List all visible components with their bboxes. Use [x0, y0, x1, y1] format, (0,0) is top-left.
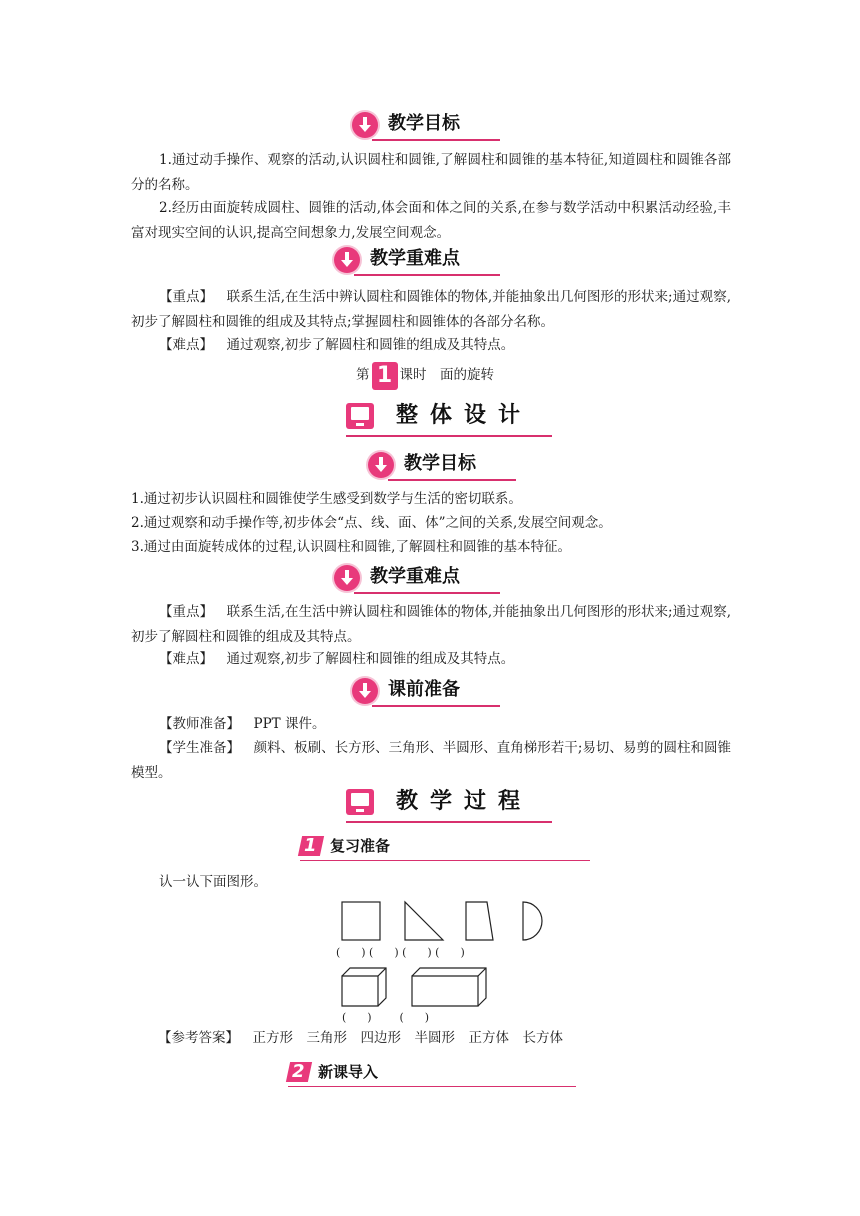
- major-title: 整体设计: [396, 403, 533, 428]
- down-arrow-icon: [334, 565, 360, 591]
- lesson-suffix: 课时: [399, 367, 427, 383]
- focus-label: 【重点】: [159, 604, 214, 620]
- heading-rule: [354, 592, 500, 594]
- teacher-prep-label: 【教师准备】: [159, 716, 240, 732]
- section-title: 课前准备: [388, 679, 460, 700]
- heading-rule: [354, 274, 500, 276]
- answer-blanks-row1: ( ) ( ) ( ) ( ): [336, 946, 465, 959]
- answer-item: 长方体: [522, 1030, 563, 1046]
- semicircle-shape: [523, 902, 542, 940]
- section-title: 教学目标: [388, 113, 460, 134]
- lesson-name: 面的旋转: [440, 367, 494, 383]
- answer-item: 半圆形: [414, 1030, 455, 1046]
- student-prep-text: 颜料、板刷、长方形、三角形、半圆形、直角梯形若干;易切、易剪的圆柱和圆锥模型。: [131, 740, 731, 781]
- heading-rule: [300, 860, 590, 861]
- goal-item: 1.通过动手操作、观察的活动,认识圆柱和圆锥,了解圆柱和圆锥的基本特征,知道圆柱和圆锥各部分的名称。: [131, 152, 731, 193]
- step-number: 2: [292, 1061, 305, 1082]
- monitor-icon: [346, 403, 374, 429]
- goal-item: 2.通过观察和动手操作等,初步体会“点、线、面、体”之间的关系,发展空间观念。: [131, 515, 612, 531]
- focus-text: 联系生活,在生活中辨认圆柱和圆锥体的物体,并能抽象出几何图形的形状来;通过观察,初步了解圆柱和圆锥的组成及其特点;掌握圆柱和圆锥体的各部分名称。: [131, 289, 732, 330]
- down-arrow-icon: [352, 112, 378, 138]
- teacher-prep-text: PPT 课件。: [253, 716, 326, 732]
- lesson-prefix: 第: [356, 367, 370, 383]
- step-header-review: [300, 834, 590, 864]
- square-shape: [342, 902, 380, 940]
- student-prep-label: 【学生准备】: [159, 740, 241, 756]
- heading-rule: [372, 139, 500, 141]
- student-prep: [131, 736, 731, 786]
- focus-paragraph: [131, 285, 731, 335]
- section-title: 教学目标: [404, 453, 476, 474]
- cuboid-shape: [412, 968, 486, 1006]
- section-header-goals: [352, 110, 500, 142]
- reference-answer: [158, 1026, 738, 1051]
- step-title: 新课导入: [318, 1063, 379, 1081]
- down-arrow-icon: [352, 678, 378, 704]
- section-header-goals: [368, 450, 516, 482]
- heading-rule: [346, 821, 552, 823]
- step-number: 1: [304, 835, 317, 856]
- answer-item: 三角形: [306, 1030, 347, 1046]
- cube-shape: [342, 968, 386, 1006]
- section-header-key-points: [334, 245, 500, 277]
- section-header-preparation: [352, 676, 500, 708]
- goal-item: 1.通过初步认识圆柱和圆锥使学生感受到数学与生活的密切联系。: [131, 491, 522, 507]
- review-prompt: 认一认下面图形。: [159, 874, 267, 890]
- lesson-number-badge: 1: [372, 362, 398, 390]
- section-title: 教学重难点: [370, 566, 460, 587]
- answer-label: 【参考答案】: [158, 1030, 239, 1046]
- difficulty-paragraph: [131, 333, 731, 358]
- difficulty-text: 通过观察,初步了解圆柱和圆锥的组成及其特点。: [226, 337, 515, 353]
- step-header-new-lesson: [288, 1060, 576, 1090]
- answer-blanks-row2: ( ) ( ): [342, 1011, 430, 1024]
- focus-label: 【重点】: [159, 289, 214, 305]
- major-header-overall-design: [346, 400, 552, 436]
- trapezoid-shape: [466, 902, 493, 940]
- section-header-key-points: [334, 563, 500, 595]
- right-triangle-shape: [405, 902, 443, 940]
- answer-item: 四边形: [360, 1030, 401, 1046]
- shape-figure: [330, 896, 570, 1026]
- heading-rule: [388, 479, 516, 481]
- heading-rule: [288, 1086, 576, 1087]
- step-title: 复习准备: [330, 837, 391, 855]
- down-arrow-icon: [368, 452, 394, 478]
- heading-rule: [346, 435, 552, 437]
- goal-item: 3.通过由面旋转成体的过程,认识圆柱和圆锥,了解圆柱和圆锥的基本特征。: [131, 539, 571, 555]
- teacher-prep: [131, 712, 731, 737]
- difficulty-paragraph: [131, 647, 731, 672]
- goal-item: 2.经历由面旋转成圆柱、圆锥的活动,体会面和体之间的关系,在参与数学活动中积累活动经验,丰富对现实空间的认识,提高空间想象力,发展空间观念。: [131, 200, 731, 241]
- down-arrow-icon: [334, 247, 360, 273]
- section-title: 教学重难点: [370, 248, 460, 269]
- major-header-teaching-process: [346, 786, 552, 822]
- difficulty-label: 【难点】: [159, 337, 213, 353]
- focus-text: 联系生活,在生活中辨认圆柱和圆锥体的物体,并能抽象出几何图形的形状来;通过观察,初步了解圆柱和圆锥的组成及其特点。: [131, 604, 732, 645]
- difficulty-label: 【难点】: [159, 651, 213, 667]
- monitor-icon: [346, 789, 374, 815]
- answer-item: 正方形: [252, 1030, 293, 1046]
- heading-rule: [372, 705, 500, 707]
- lesson-title: [356, 358, 494, 392]
- answer-item: 正方体: [468, 1030, 509, 1046]
- major-title: 教学过程: [396, 789, 533, 814]
- difficulty-text: 通过观察,初步了解圆柱和圆锥的组成及其特点。: [226, 651, 515, 667]
- focus-paragraph: [131, 600, 731, 650]
